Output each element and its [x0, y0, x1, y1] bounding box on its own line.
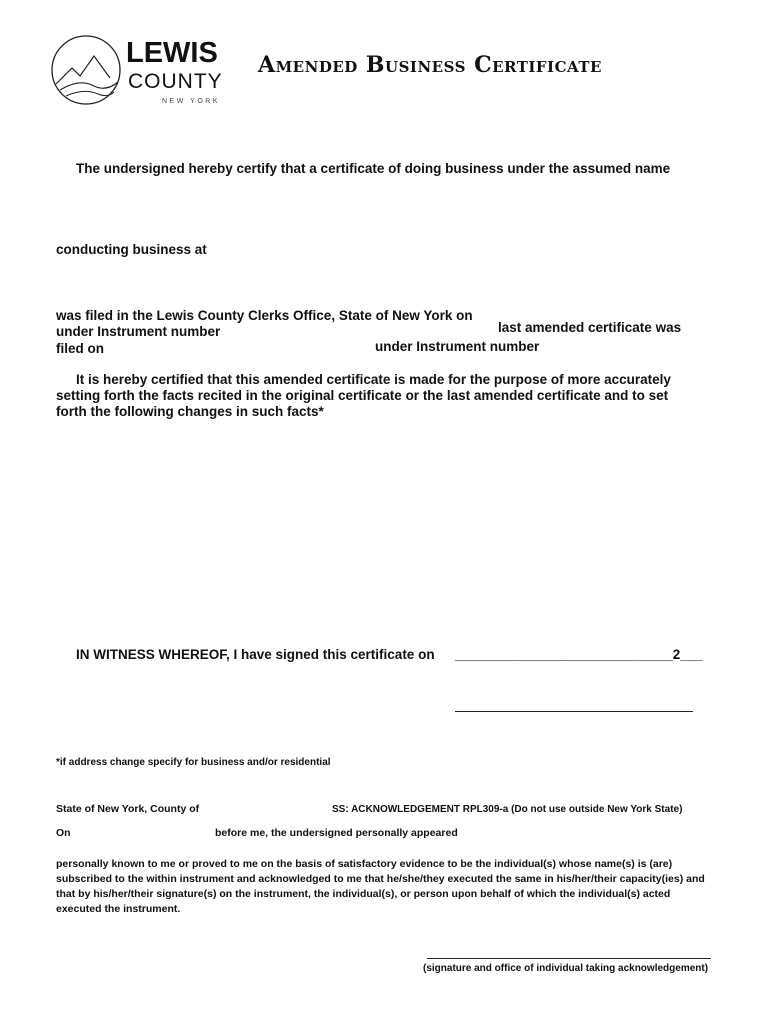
- ss-acknowledgement-label: SS: ACKNOWLEDGEMENT RPL309-a (Do not use outside New York State): [332, 804, 683, 815]
- logo-word-lewis: LEWIS: [126, 37, 218, 69]
- intro-text: The undersigned hereby certify that a certificate of doing business under the assumed name: [76, 161, 671, 176]
- filed-on-label: filed on: [56, 341, 104, 356]
- document-title: Amended Business Certificate: [258, 52, 602, 78]
- logo-word-county: COUNTY: [128, 70, 223, 93]
- acknowledgement-paragraph: personally known to me or proved to me on the basis of satisfactory evidence to be the individual(s) whose name(s) is (are) subscribed to the within instrument and acknowledged to me that he/she/they executed the same in his/her/their capacity(ies) and that by his/her/their signature(s) on the instrument, the individual(s), or person upon behalf of which the individual(s) acted executed the instrument.: [56, 858, 705, 915]
- certified-paragraph: It is hereby certified that this amended certificate is made for the purpose of more accurately setting forth the facts recited in the original certificate or the last amended certificate and to set forth the following changes in such facts*: [56, 372, 671, 419]
- on-label: On: [56, 827, 71, 839]
- lewis-county-logo: [50, 32, 240, 108]
- last-amended-label: last amended certificate was: [498, 320, 682, 335]
- signature-caption: (signature and office of individual taking acknowledgement): [423, 963, 709, 974]
- notary-signature-line[interactable]: [427, 958, 711, 959]
- filed-line-2: under Instrument number: [56, 324, 221, 339]
- witness-statement: IN WITNESS WHEREOF, I have signed this certificate on: [76, 647, 435, 662]
- filed-line-1: was filed in the Lewis County Clerks Office, State of New York on: [56, 308, 473, 323]
- state-county-label: State of New York, County of: [56, 803, 200, 815]
- before-me-label: before me, the undersigned personally appeared: [215, 827, 458, 839]
- footnote: *if address change specify for business and/or residential: [56, 757, 331, 768]
- witness-signature-line[interactable]: [455, 711, 693, 712]
- logo-word-newyork: NEW YORK: [162, 98, 220, 105]
- witness-date-field[interactable]: _____________________________2___: [455, 647, 703, 662]
- conducting-business-label: conducting business at: [56, 242, 207, 257]
- under-instrument-label: under Instrument number: [375, 339, 540, 354]
